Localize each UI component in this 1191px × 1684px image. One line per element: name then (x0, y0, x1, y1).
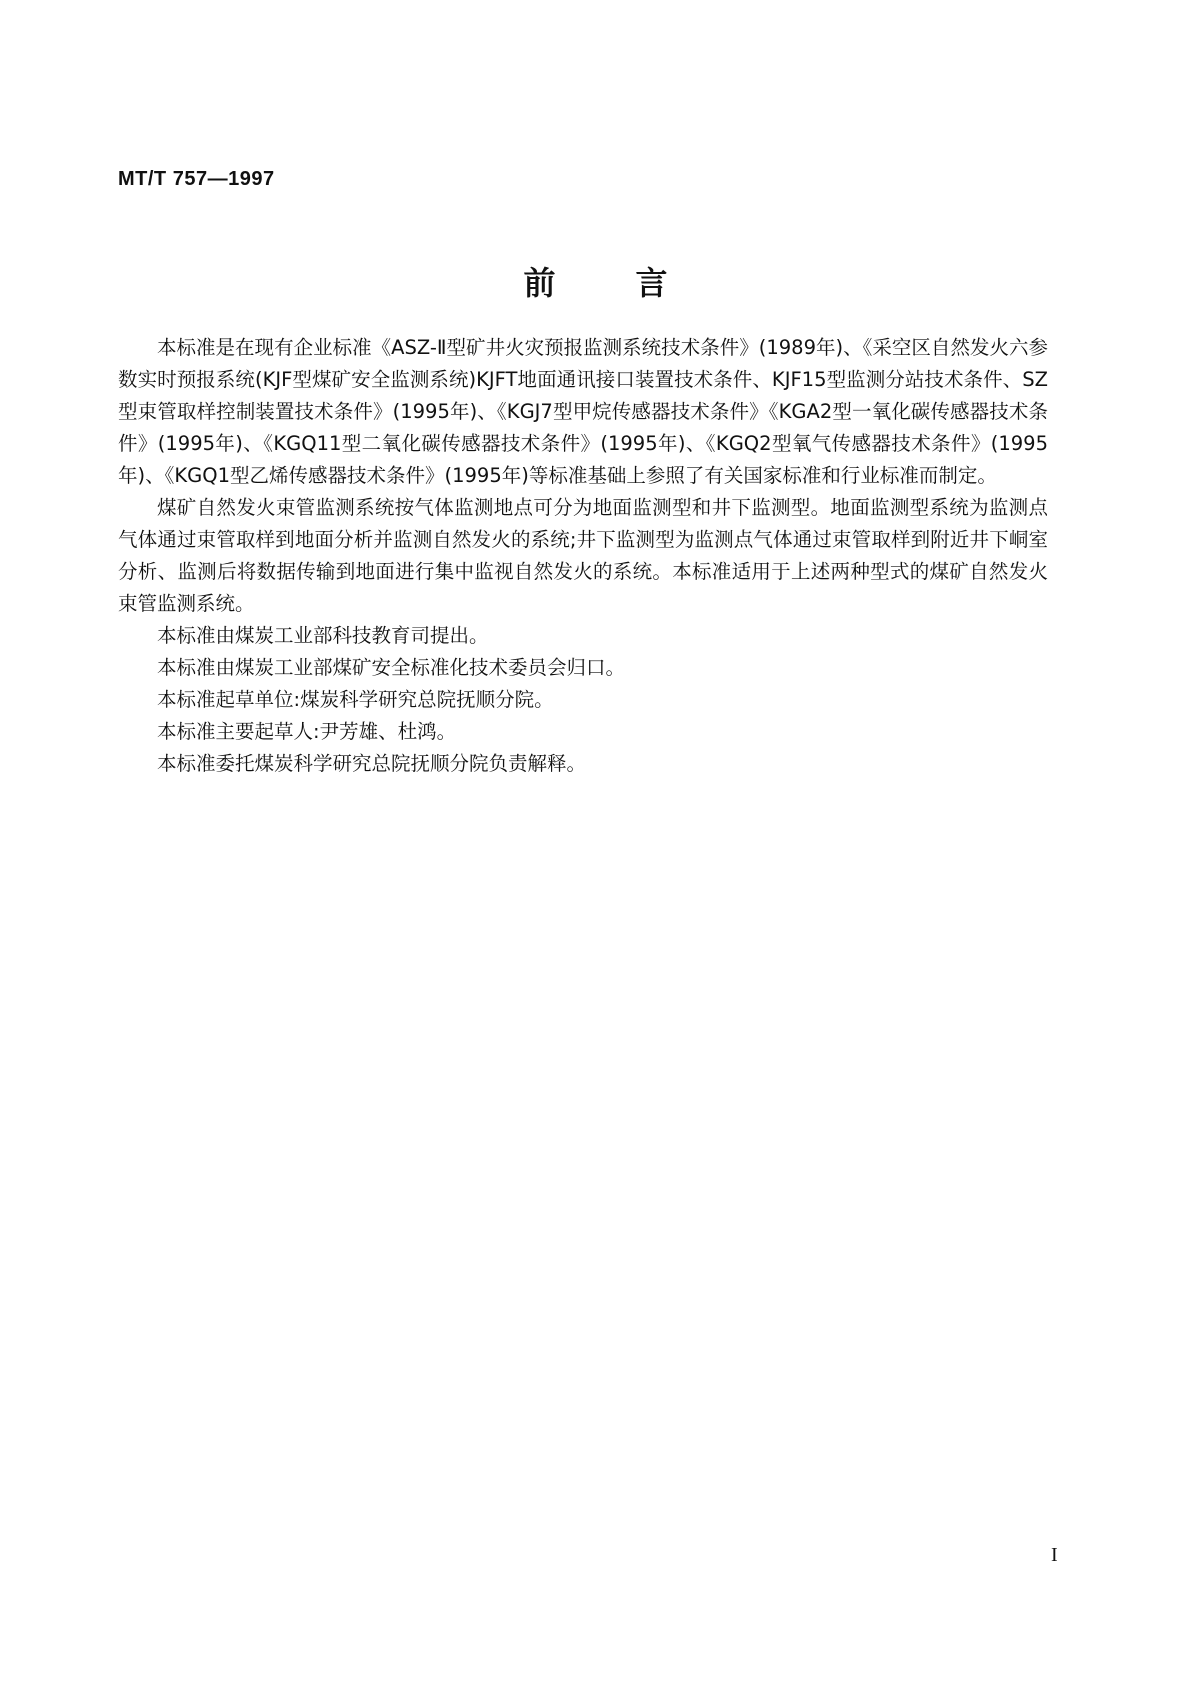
paragraph-proposer: 本标准由煤炭工业部科技教育司提出。 (157, 624, 489, 647)
paragraph-drafting-unit: 本标准起草单位:煤炭科学研究总院抚顺分院。 (157, 688, 554, 711)
paragraph-committee: 本标准由煤炭工业部煤矿安全标准化技术委员会归口。 (157, 656, 626, 679)
paragraph-drafters: 本标准主要起草人:尹芳雄、杜鸿。 (157, 720, 457, 743)
page-number: I (1051, 1544, 1058, 1566)
paragraph-interpretation: 本标准委托煤炭科学研究总院抚顺分院负责解释。 (157, 752, 587, 775)
standard-code: MT/T 757—1997 (118, 168, 275, 190)
paragraph-origin: 本标准是在现有企业标准《ASZ-Ⅱ型矿井火灾预报监测系统技术条件》(1989年)、《采空区自然发火六参数实时预报系统(KJF型煤矿安全监测系统)KJFT地面通讯接口装置技术条件、KJF15型监测分站技术条件、SZ型束管取样控制装置技术条件》(1995年)、《KGJ7型甲烷传感器技术条件》《KGA2型一氧化碳传感器技术条件》(1995年)、《KGQ11型二氧化碳传感器技术条件》(1995年)、《KGQ2型氧气传感器技术条件》(1995年)、《KGQ1型乙烯传感器技术条件》(1995年)等标准基础上参照了有关国家标准和行业标准而制定。 (118, 336, 1048, 487)
paragraph-scope: 煤矿自然发火束管监测系统按气体监测地点可分为地面监测型和井下监测型。地面监测型系统为监测点气体通过束管取样到地面分析并监测自然发火的系统;井下监测型为监测点气体通过束管取样到附近井下峒室分析、监测后将数据传输到地面进行集中监视自然发火的系统。本标准适用于上述两种型式的煤矿自然发火束管监测系统。 (118, 496, 1048, 615)
page-title: 前言 (523, 264, 748, 302)
foreword-body (118, 332, 1048, 780)
